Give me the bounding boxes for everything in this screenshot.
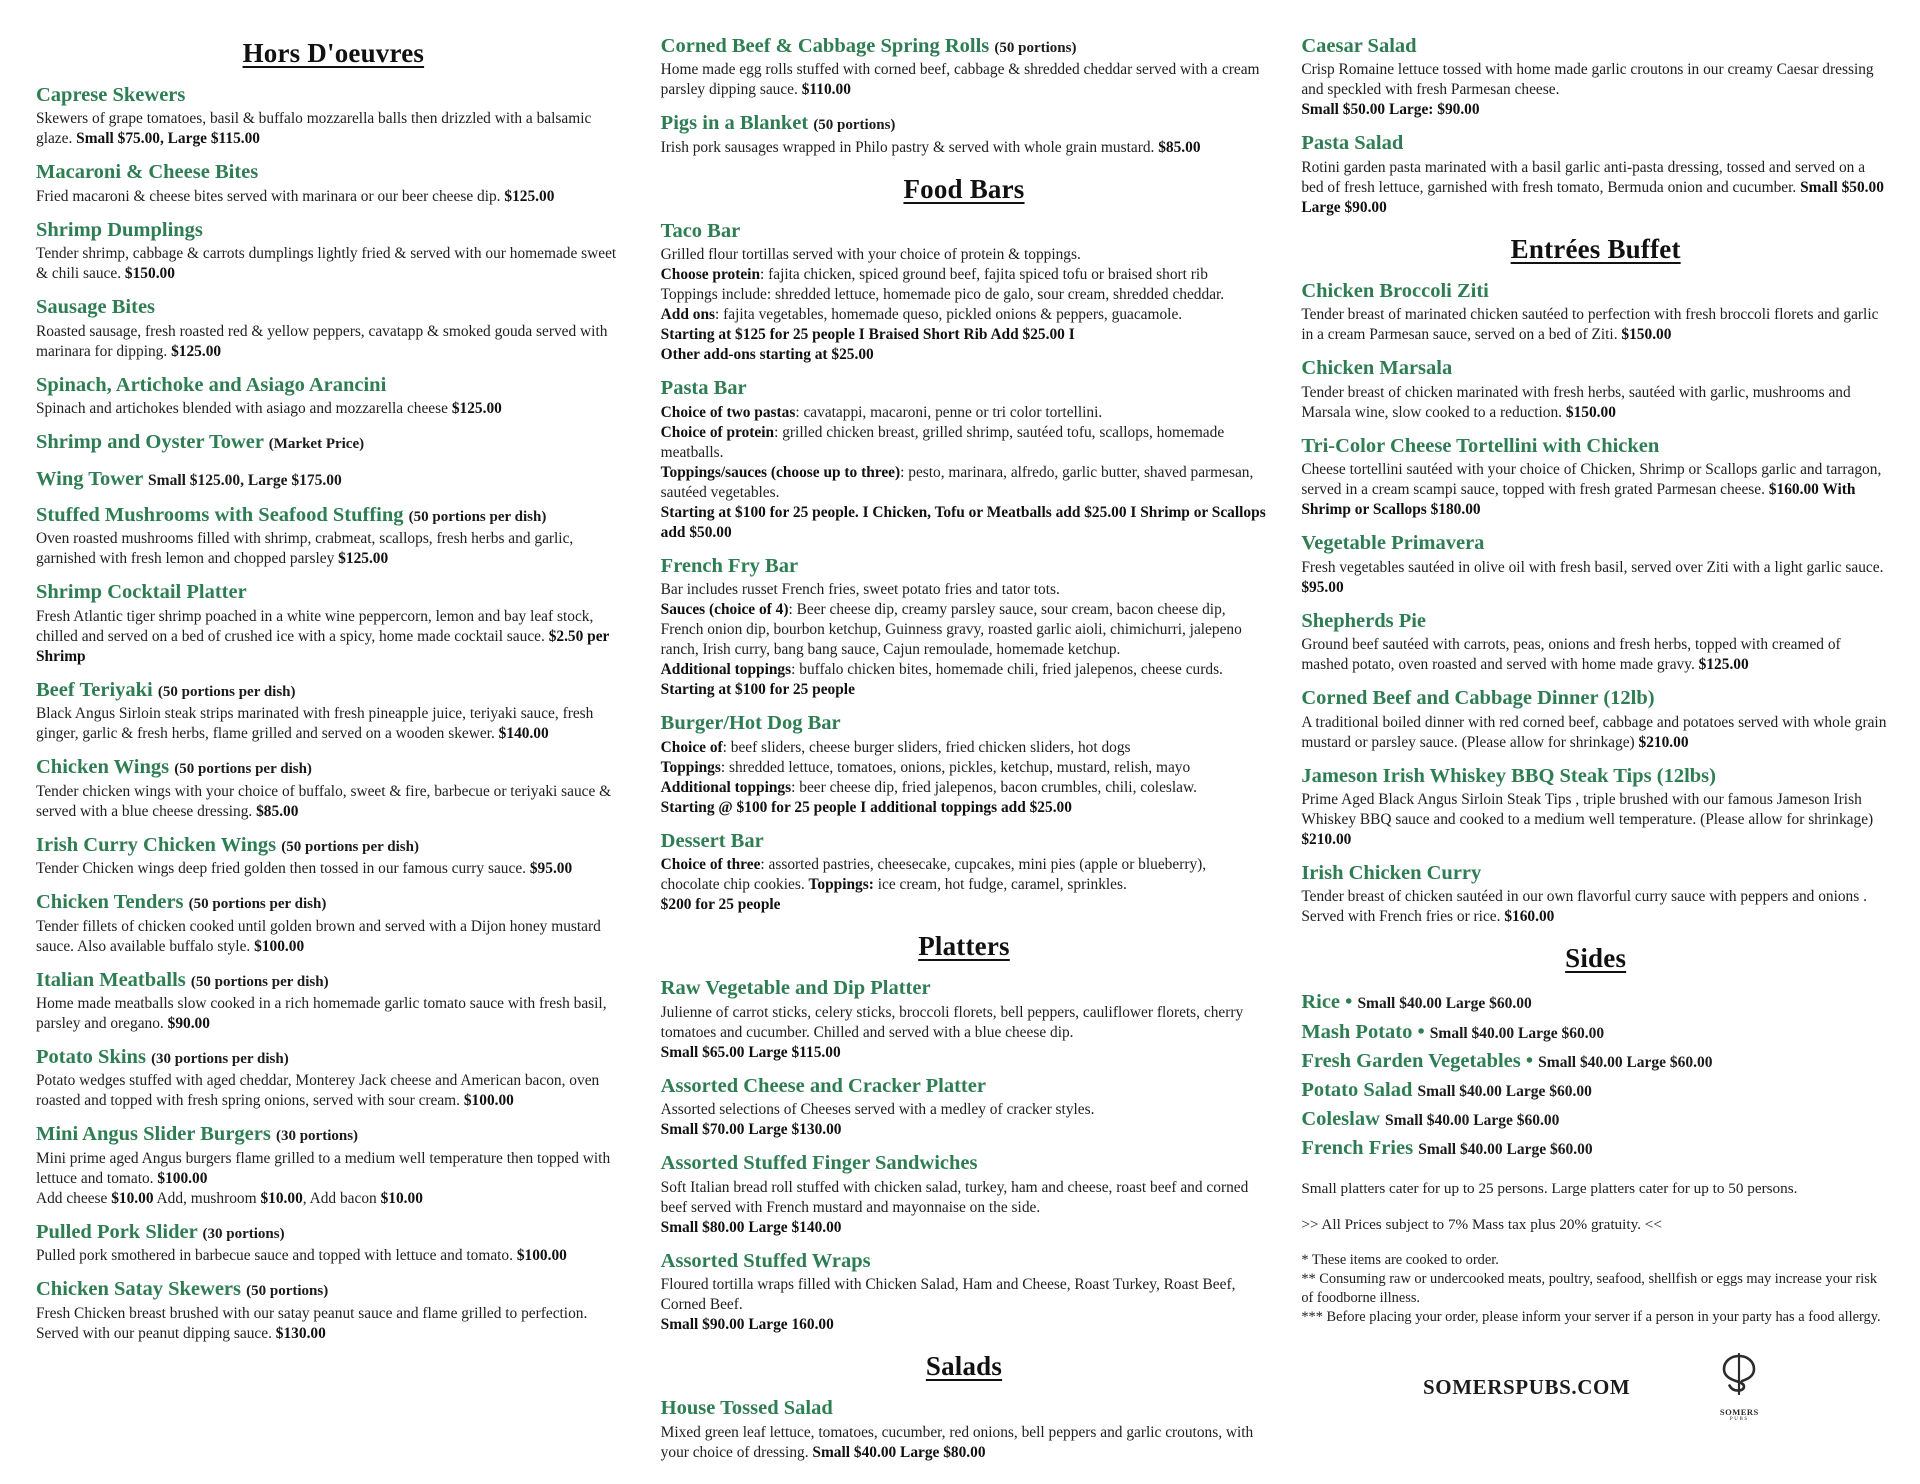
column-left: [36, 34, 653, 1474]
item-price: Small $50.00 Large: $90.00: [1301, 101, 1480, 119]
menu-item: [36, 430, 631, 455]
item-price: $150.00: [1565, 403, 1616, 421]
item-price: $85.00: [1158, 138, 1201, 156]
item-price: $125.00: [1698, 656, 1749, 674]
item-description: Home made meatballs slow cooked in a rich homemade garlic tomato sauce with fresh basil, parsley and oregano. $90.00: [36, 995, 607, 1033]
item-description: Oven roasted mushrooms filled with shrimp, crabmeat, scallops, fresh herbs and garlic, garnished with fresh lemon and chopped parsley $125.00: [36, 530, 574, 568]
food-bar-details: [661, 245, 1268, 365]
note-raw-warning: ** Consuming raw or undercooked meats, poultry, seafood, shellfish or eggs may increase your risk of foodborne illness.: [1301, 1271, 1878, 1307]
item-name: Corned Beef and Cabbage Dinner (12lb): [1301, 687, 1655, 710]
side-price: Small $40.00 Large $60.00: [1385, 1111, 1560, 1129]
item-price: $210.00: [1301, 830, 1352, 848]
item-name: Irish Chicken Curry: [1301, 862, 1482, 884]
side-item: Mash Potato • Small $40.00 Large $60.00: [1301, 1020, 1605, 1043]
food-bar-line: Toppings/sauces (choose up to three): pesto, marinara, alfredo, garlic butter, shaved parmesan, sautéed vegetables.: [660, 463, 1254, 501]
menu-item: [661, 1151, 1268, 1237]
menu-item: [36, 373, 631, 419]
item-name: Wing Tower Small $125.00, Large $175.00: [36, 467, 342, 490]
food-bar-line: Choice of: beef sliders, cheese burger sliders, fried chicken sliders, hot dogs: [660, 738, 1131, 756]
item-price: $100.00: [516, 1247, 567, 1265]
food-bar-price-line: Starting at $125 for 25 people I Braised Short Rib Add $25.00 I: [660, 326, 1075, 344]
footer: [1301, 1353, 1890, 1422]
side-item: Rice • Small $40.00 Large $60.00: [1301, 991, 1532, 1014]
item-price: $130.00: [275, 1324, 326, 1342]
side-price: Small $40.00 Large $60.00: [1417, 1082, 1592, 1100]
section-title-food-bars: Food Bars: [903, 173, 1025, 204]
food-bar-name: Burger/Hot Dog Bar: [660, 712, 841, 735]
item-price: $95.00: [529, 860, 573, 878]
item-description: Home made egg rolls stuffed with corned beef, cabbage & shredded cheddar served with a cream parsley dipping sauce. $110.00: [660, 61, 1260, 99]
section-title-platters: Platters: [918, 931, 1010, 962]
item-name: Pigs in a Blanket (50 portions): [660, 112, 896, 135]
item-portion-note: (50 portions per dish): [157, 683, 296, 700]
item-portion-note: (50 portions per dish): [281, 838, 419, 855]
item-price: Small $65.00 Large $115.00: [660, 1043, 841, 1061]
food-bar-name: French Fry Bar: [660, 554, 799, 577]
item-name: Shepherds Pie: [1301, 609, 1427, 632]
item-price: Small $70.00 Large $130.00: [660, 1121, 842, 1139]
item-name: Assorted Stuffed Finger Sandwiches: [660, 1152, 978, 1175]
somers-pubs-logo: [1710, 1353, 1768, 1422]
item-name: Macaroni & Cheese Bites: [36, 161, 259, 184]
food-bar-details: [661, 738, 1268, 818]
item-name: Corned Beef & Cabbage Spring Rolls (50 portions): [660, 35, 1077, 57]
addon-price: $10.00: [380, 1189, 423, 1207]
entrees-list: [1301, 279, 1890, 928]
item-price: $160.00: [1504, 908, 1555, 926]
item-price: $150.00: [1621, 326, 1672, 344]
item-name: Shrimp and Oyster Tower (Market Price): [36, 431, 365, 454]
item-name: Mini Angus Slider Burgers (30 portions): [36, 1123, 359, 1146]
menu-item: [661, 1249, 1268, 1335]
item-price: $85.00: [256, 802, 299, 820]
food-bar-line: Choose protein: fajita chicken, spiced ground beef, fajita spiced tofu or braised short rib Toppings include: shredded lettuce, homemade pico de galo, sour cream, shredded cheddar.: [660, 266, 1225, 304]
item-price: Small $90.00 Large 160.00: [660, 1316, 834, 1334]
item-portion-note: (50 portions per dish): [188, 896, 327, 913]
menu-item: [36, 968, 631, 1034]
item-name: Pulled Pork Slider (30 portions): [36, 1220, 285, 1243]
item-name: Beef Teriyaki (50 portions per dish): [36, 678, 296, 701]
item-name: Caesar Salad: [1301, 35, 1417, 57]
item-description: Prime Aged Black Angus Sirloin Steak Tips , triple brushed with our famous Jameson Irish Whiskey BBQ sauce and cooked to a medium well temperature. (Please allow for shrinkage) $210.00: [1301, 790, 1874, 848]
menu-item: [1301, 34, 1890, 120]
item-description: Tender fillets of chicken cooked until golden brown and served with a Dijon honey mustard sauce. Also available buffalo style. $100.00: [36, 917, 601, 955]
menu-item: [36, 83, 631, 149]
item-name: Spinach, Artichoke and Asiago Arancini: [36, 373, 387, 396]
item-portion-note: (50 portions): [813, 117, 896, 134]
menu-item: [36, 1220, 631, 1266]
section-title-hors-doeuvres: Hors D'oeuvres: [242, 38, 425, 68]
item-description: Julienne of carrot sticks, celery sticks, broccoli florets, bell peppers, cauliflower florets, cherry tomatoes and cucumber. Chilled and served with a blue cheese dip.: [660, 1003, 1244, 1041]
column-middle: [653, 34, 1292, 1474]
side-price: Small $40.00 Large $60.00: [1357, 995, 1532, 1013]
food-bar-name: Taco Bar: [660, 219, 741, 242]
item-price: $150.00: [124, 265, 175, 283]
food-bar-details: [661, 855, 1268, 915]
item-name: Tri-Color Cheese Tortellini with Chicken: [1301, 434, 1660, 457]
item-description: Assorted selections of Cheeses served with a medley of cracker styles.: [660, 1101, 1095, 1119]
food-bar-details: [661, 580, 1268, 700]
item-description: Tender chicken wings with your choice of buffalo, sweet & fire, barbecue or teriyaki sauce & served with a blue cheese dressing. $85.00: [36, 782, 612, 820]
item-name: Raw Vegetable and Dip Platter: [660, 977, 931, 1000]
item-name: Sausage Bites: [36, 296, 156, 319]
sides-list: [1301, 988, 1890, 1163]
logo-mark-icon: [1710, 1353, 1768, 1409]
menu-item: [36, 160, 631, 206]
food-bar-price-line: Starting at $100 for 25 people. I Chicken, Tofu or Meatballs add $25.00 I Shrimp or Scallops add $50.00: [660, 503, 1266, 541]
food-bar-line: Add ons: fajita vegetables, homemade queso, pickled onions & peppers, guacamole.: [660, 306, 1183, 324]
column-right: [1291, 34, 1890, 1474]
menu-item: [661, 1074, 1268, 1140]
item-portion-note: (50 portions): [246, 1283, 329, 1300]
item-price: $125.00: [504, 187, 555, 205]
item-price: $125.00: [338, 550, 389, 568]
menu-item: [1301, 764, 1890, 850]
item-description: Fresh Atlantic tiger shrimp poached in a white wine peppercorn, lemon and bay leaf stock, chilled and served on a bed of crushed ice with a spicy, home made cocktail sauce. $2.50 per Shrimp: [36, 607, 610, 665]
item-name: Irish Curry Chicken Wings (50 portions per dish): [36, 833, 419, 856]
item-description: Tender Chicken wings deep fried golden then tossed in our famous curry sauce. $95.00: [36, 860, 573, 878]
item-portion-note: (50 portions per dish): [174, 761, 312, 778]
addon-price: $10.00: [260, 1189, 303, 1207]
menu-item: [1301, 434, 1890, 520]
item-price: $140.00: [498, 725, 549, 743]
item-name: Stuffed Mushrooms with Seafood Stuffing (50 portions per dish): [36, 503, 547, 526]
food-bars-list: [661, 219, 1268, 915]
food-bar-item: [661, 554, 1268, 701]
item-description: Cheese tortellini sautéed with your choice of Chicken, Shrimp or Scallops garlic and tarragon, served in a cream scampi sauce, topped with fresh grated Parmesan cheese. $160.00 With Shrimp or Scallops $180.00: [1301, 461, 1882, 519]
food-bar-line: Grilled flour tortillas served with your choice of protein & toppings.: [660, 246, 1081, 264]
item-price: $210.00: [1638, 733, 1689, 751]
menu-item: [1301, 686, 1890, 752]
item-price: Small $40.00 Large $80.00: [812, 1443, 986, 1461]
menu-item: [36, 755, 631, 821]
menu-item: [36, 678, 631, 744]
item-description: Mini prime aged Angus burgers flame grilled to a medium well temperature then topped with lettuce and tomato. $100.00: [36, 1149, 611, 1187]
food-bar-price-line: Other add-ons starting at $25.00: [660, 346, 874, 364]
item-description: Soft Italian bread roll stuffed with chicken salad, turkey, ham and cheese, roast beef and corned beef served with French mustard and mayonnaise on the side.: [660, 1178, 1249, 1216]
food-bar-price-line: Starting @ $100 for 25 people I additional toppings add $25.00: [660, 798, 1072, 816]
food-bar-item: [661, 219, 1268, 366]
item-name: Jameson Irish Whiskey BBQ Steak Tips (12lbs): [1301, 764, 1716, 787]
item-description: Tender shrimp, cabbage & carrots dumplings lightly fried & served with our homemade sweet & chili sauce. $150.00: [36, 245, 617, 283]
item-addons: Add cheese $10.00 Add, mushroom $10.00, Add bacon $10.00: [36, 1189, 423, 1207]
menu-item: [36, 1122, 631, 1208]
food-bar-line: Additional toppings: buffalo chicken bites, homemade chili, fried jalepenos, cheese curds. Starting at $100 for 25 people: [660, 661, 1223, 699]
food-bar-price-line: $200 for 25 people: [660, 896, 781, 914]
item-price: $95.00: [1301, 578, 1344, 596]
item-name: House Tossed Salad: [660, 1397, 833, 1420]
side-item: French Fries Small $40.00 Large $60.00: [1301, 1136, 1593, 1159]
menu-item: [1301, 131, 1890, 217]
food-bar-line: Choice of three: assorted pastries, cheesecake, cupcakes, mini pies (apple or blueberry), chocolate chip cookies. Toppings: ice cream, hot fudge, caramel, sprinkles.: [660, 856, 1207, 894]
side-item: Coleslaw Small $40.00 Large $60.00: [1301, 1107, 1560, 1130]
item-price: $110.00: [801, 81, 851, 99]
menu-item: [36, 580, 631, 666]
item-description: Irish pork sausages wrapped in Philo pastry & served with whole grain mustard. $85.00: [660, 138, 1201, 156]
item-name: Assorted Cheese and Cracker Platter: [660, 1074, 986, 1097]
item-portion-note: (50 portions): [994, 40, 1077, 56]
item-description: Crisp Romaine lettuce tossed with home made garlic croutons in our creamy Caesar dressing and speckled with fresh Parmesan cheese.: [1301, 61, 1874, 99]
item-description: Roasted sausage, fresh roasted red & yellow peppers, cavatapp & smoked gouda served with marinara for dipping. $125.00: [36, 322, 608, 360]
side-item: Fresh Garden Vegetables • Small $40.00 Large $60.00: [1301, 1049, 1713, 1072]
food-bar-line: Choice of two pastas: cavatappi, macaroni, penne or tri color tortellini.: [660, 403, 1103, 421]
item-portion-note: (30 portions): [202, 1225, 285, 1242]
menu-item: [1301, 531, 1890, 597]
item-description: Fresh vegetables sautéed in olive oil with fresh basil, served over Ziti with a light garlic sauce. $95.00: [1301, 558, 1884, 596]
side-price: Small $40.00 Large $60.00: [1418, 1140, 1593, 1158]
item-price: $100.00: [157, 1169, 208, 1187]
food-bar-details: [661, 403, 1268, 543]
menu-item: [36, 1277, 631, 1343]
item-description: Mixed green leaf lettuce, tomatoes, cucumber, red onions, bell peppers and garlic croutons, with your choice of dressing. Small $40.00 Large $80.00: [660, 1423, 1254, 1461]
item-name: Potato Skins (30 portions per dish): [36, 1046, 289, 1069]
item-name: Chicken Broccoli Ziti: [1301, 279, 1489, 302]
note-allergy: *** Before placing your order, please inform your server if a person in your party has a food allergy.: [1301, 1309, 1881, 1326]
item-description: Ground beef sautéed with carrots, peas, onions and fresh herbs, topped with creamed of mashed potato, oven roasted and served with home made gravy. $125.00: [1301, 636, 1841, 674]
food-bar-name: Dessert Bar: [660, 829, 764, 852]
item-price: $160.00 With Shrimp or Scallops $180.00: [1301, 481, 1856, 519]
item-description: Tender breast of chicken sautéed in our own flavorful curry sauce with peppers and onions . Served with French fries or rice. $160.00: [1301, 888, 1867, 926]
menu-item: [1301, 356, 1890, 422]
item-description: Skewers of grape tomatoes, basil & buffalo mozzarella balls then drizzled with a balsamic glaze. Small $75.00, Large $115.00: [36, 110, 592, 148]
item-name: Chicken Marsala: [1301, 357, 1453, 380]
item-portion-note: (Market Price): [268, 436, 365, 453]
item-price: Small $125.00, Large $175.00: [148, 471, 342, 489]
item-price: $100.00: [463, 1092, 514, 1110]
item-description: Pulled pork smothered in barbecue sauce and topped with lettuce and tomato. $100.00: [36, 1247, 567, 1265]
side-price: Small $40.00 Large $60.00: [1538, 1053, 1713, 1071]
menu-item: [661, 1396, 1268, 1462]
item-name: Shrimp Dumplings: [36, 218, 203, 241]
section-title-entrees-buffet: Entrées Buffet: [1510, 233, 1681, 264]
hors-doeuvres-continued-list: [661, 34, 1268, 158]
item-description: Black Angus Sirloin steak strips marinated with fresh pineapple juice, teriyaki sauce, fresh ginger, garlic & fresh herbs, flame grilled and served on a wooden skewer. $140.00: [36, 705, 594, 743]
salads-continued-list: [1301, 34, 1890, 218]
menu-item: [36, 1045, 631, 1111]
side-price: Small $40.00 Large $60.00: [1429, 1024, 1605, 1042]
menu-item: [1301, 609, 1890, 675]
food-bar-line: Toppings: shredded lettuce, tomatoes, onions, pickles, ketchup, mustard, relish, mayo: [660, 758, 1191, 776]
item-description: Floured tortilla wraps filled with Chicken Salad, Ham and Cheese, Roast Turkey, Roast Beef, Corned Beef.: [660, 1276, 1236, 1314]
addon-price: $10.00: [111, 1189, 154, 1207]
item-name: Pasta Salad: [1301, 132, 1404, 155]
item-description: Tender breast of marinated chicken sautéed to perfection with fresh broccoli florets and garlic in a cream Parmesan sauce, served on a bed of Ziti. $150.00: [1301, 306, 1879, 344]
item-price: Small $75.00, Large $115.00: [76, 130, 261, 148]
item-name: Caprese Skewers: [36, 84, 186, 106]
menu-item: [661, 34, 1268, 100]
item-name: Chicken Tenders (50 portions per dish): [36, 891, 327, 914]
platters-list: [661, 976, 1268, 1335]
item-name: Chicken Satay Skewers (50 portions): [36, 1278, 329, 1301]
item-description: Potato wedges stuffed with aged cheddar, Monterey Jack cheese and American bacon, oven roasted and topped with fresh spring onions, served with sour cream. $100.00: [36, 1072, 600, 1110]
food-bar-line: Sauces (choice of 4): Beer cheese dip, creamy parsley sauce, sour cream, bacon cheese dip, French onion dip, bourbon ketchup, Guinness gravy, roasted garlic aioli, chimichurri, jalepeno ranch, Irish curry, bang bang sauce, Cajun remoulade, homemade ketchup.: [660, 601, 1242, 659]
item-price: Small $80.00 Large $140.00: [660, 1218, 842, 1236]
item-name: Shrimp Cocktail Platter: [36, 581, 247, 604]
menu-item: [36, 295, 631, 361]
logo-wordmark: SOMERS: [1719, 1407, 1759, 1418]
menu-item: [1301, 861, 1890, 927]
item-name: Assorted Stuffed Wraps: [660, 1249, 871, 1272]
hors-doeuvres-list: [36, 83, 631, 1344]
item-portion-note: (30 portions): [275, 1128, 359, 1145]
item-price: $90.00: [167, 1015, 210, 1033]
logo-subtext: PUBS: [1729, 1417, 1749, 1423]
website-text: SOMERSPUBS.COM: [1422, 1375, 1631, 1400]
item-price: $125.00: [451, 400, 502, 418]
item-description: Rotini garden pasta marinated with a basil garlic anti-pasta dressing, tossed and served on a bed of fresh lettuce, garnished with fresh tomato, Bermuda onion and cucumber. Small $50.00 Large $90.00: [1301, 158, 1884, 216]
menu-item: [1301, 279, 1890, 345]
food-bar-line: Bar includes russet French fries, sweet potato fries and tator tots.: [660, 581, 1060, 599]
menu-item: [36, 890, 631, 956]
food-bar-item: [661, 376, 1268, 543]
salads-list: [661, 1396, 1268, 1462]
food-bar-line: Additional toppings: beer cheese dip, fried jalepenos, bacon crumbles, chili, coleslaw.: [660, 778, 1197, 796]
item-name: Chicken Wings (50 portions per dish): [36, 756, 312, 779]
note-platter-capacity: Small platters cater for up to 25 persons. Large platters cater for up to 50 persons.: [1301, 1180, 1798, 1198]
side-item: Potato Salad Small $40.00 Large $60.00: [1301, 1078, 1592, 1101]
menu-item: [661, 111, 1268, 157]
item-portion-note: (50 portions per dish): [408, 508, 547, 525]
section-title-salads: Salads: [925, 1351, 1003, 1382]
item-price: $100.00: [254, 937, 305, 955]
note-tax-gratuity: >> All Prices subject to 7% Mass tax plus 20% gratuity. <<: [1301, 1216, 1662, 1234]
item-name: Italian Meatballs (50 portions per dish): [36, 968, 329, 991]
item-price: $125.00: [171, 342, 222, 360]
section-title-sides: Sides: [1565, 943, 1627, 974]
item-portion-note: (30 portions per dish): [151, 1051, 289, 1068]
food-bar-line: Choice of protein: grilled chicken breast, grilled shrimp, sautéed tofu, scallops, homemade meatballs.: [660, 423, 1225, 461]
menu-item: [36, 503, 631, 569]
item-description: Fried macaroni & cheese bites served with marinara or our beer cheese dip. $125.00: [36, 187, 555, 205]
item-price: $2.50 per Shrimp: [36, 627, 610, 665]
menu-item: [36, 218, 631, 284]
note-cooked-to-order: * These items are cooked to order.: [1301, 1252, 1499, 1269]
item-portion-note: (50 portions per dish): [190, 973, 329, 990]
menu-item: [661, 976, 1268, 1062]
food-bar-item: [661, 829, 1268, 915]
item-name: Vegetable Primavera: [1301, 532, 1485, 555]
food-bar-item: [661, 711, 1268, 817]
item-description: A traditional boiled dinner with red corned beef, cabbage and potatoes served with whole grain mustard or parsley sauce. (Please allow for shrinkage) $210.00: [1301, 713, 1887, 751]
item-description: Fresh Chicken breast brushed with our satay peanut sauce and flame grilled to perfection. Served with our peanut dipping sauce. $130.00: [36, 1304, 588, 1342]
menu-item: [36, 833, 631, 879]
menu-item: [36, 467, 631, 492]
item-price: Small $50.00 Large $90.00: [1301, 178, 1884, 216]
item-description: Spinach and artichokes blended with asiago and mozzarella cheese $125.00: [36, 400, 502, 418]
food-bar-name: Pasta Bar: [660, 377, 747, 400]
item-description: Tender breast of chicken marinated with fresh herbs, sautéed with garlic, mushrooms and Marsala wine, slow cooked to a reduction. $150.00: [1301, 383, 1851, 421]
